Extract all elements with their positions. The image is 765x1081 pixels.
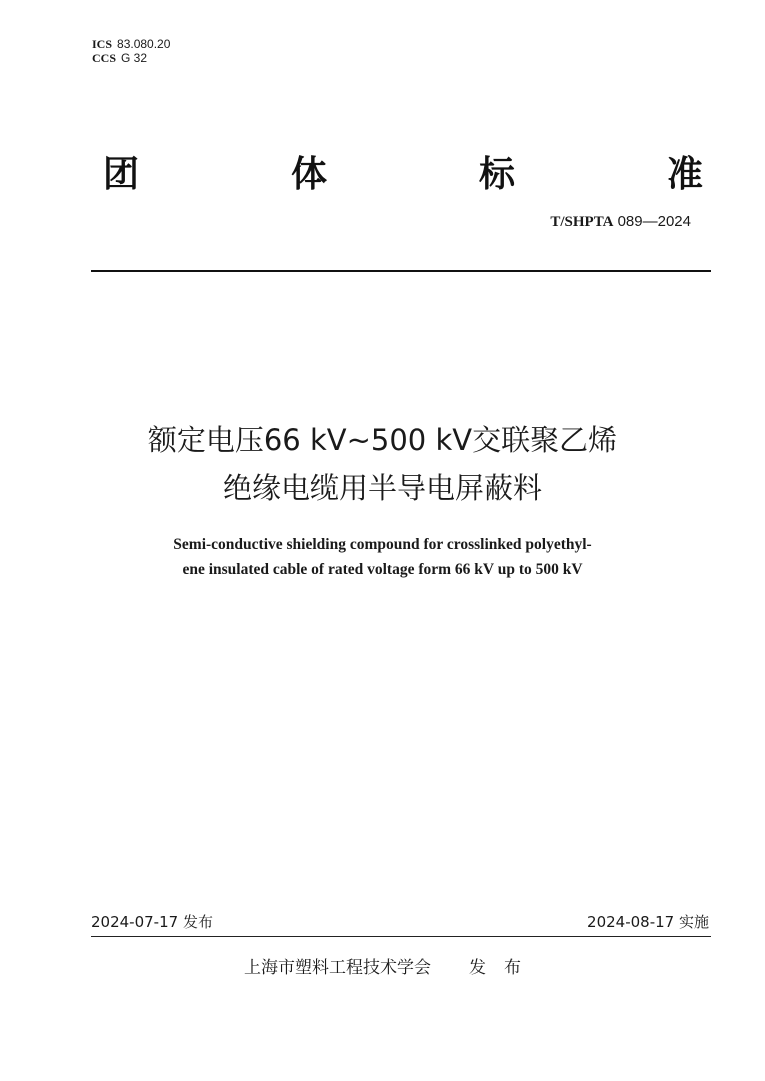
standard-type-char: 准 [666, 154, 703, 195]
standard-type-heading [103, 152, 703, 198]
issue-date: 2024-07-17 发布 [91, 913, 213, 931]
english-title [0, 532, 765, 582]
ccs-row [92, 51, 170, 65]
english-title-line-2: ene insulated cable of rated voltage form 66 kV up to 500 kV [182, 561, 583, 578]
chinese-title [0, 416, 765, 512]
standard-type-char: 团 [103, 154, 140, 195]
chinese-title-line-1: 额定电压66 kV~500 kV交联聚乙烯 [147, 423, 618, 457]
standard-number-prefix: T/SHPTA [550, 214, 614, 230]
standard-number-code: 089—2024 [613, 213, 691, 230]
implementation-date: 2024-08-17 实施 [587, 913, 709, 931]
ics-row [92, 37, 170, 51]
english-title-line-1: Semi-conductive shielding compound for crosslinked polyethyl- [173, 536, 592, 553]
publisher-name: 上海市塑料工程技术学会 [244, 958, 431, 978]
header-divider [91, 270, 711, 272]
publisher-line [0, 957, 765, 979]
standard-number [550, 212, 691, 231]
classification-codes [92, 37, 170, 65]
ccs-label: CCS [92, 51, 117, 65]
ics-value: 83.080.20 [117, 37, 171, 51]
standard-type-char: 标 [478, 154, 515, 195]
footer-divider [91, 936, 711, 937]
chinese-title-line-2: 绝缘电缆用半导电屏蔽料 [222, 471, 542, 505]
ics-label: ICS [92, 37, 113, 51]
standard-type-char: 体 [290, 154, 327, 195]
ccs-value: G 32 [121, 51, 148, 65]
publish-action: 发布 [469, 958, 539, 978]
